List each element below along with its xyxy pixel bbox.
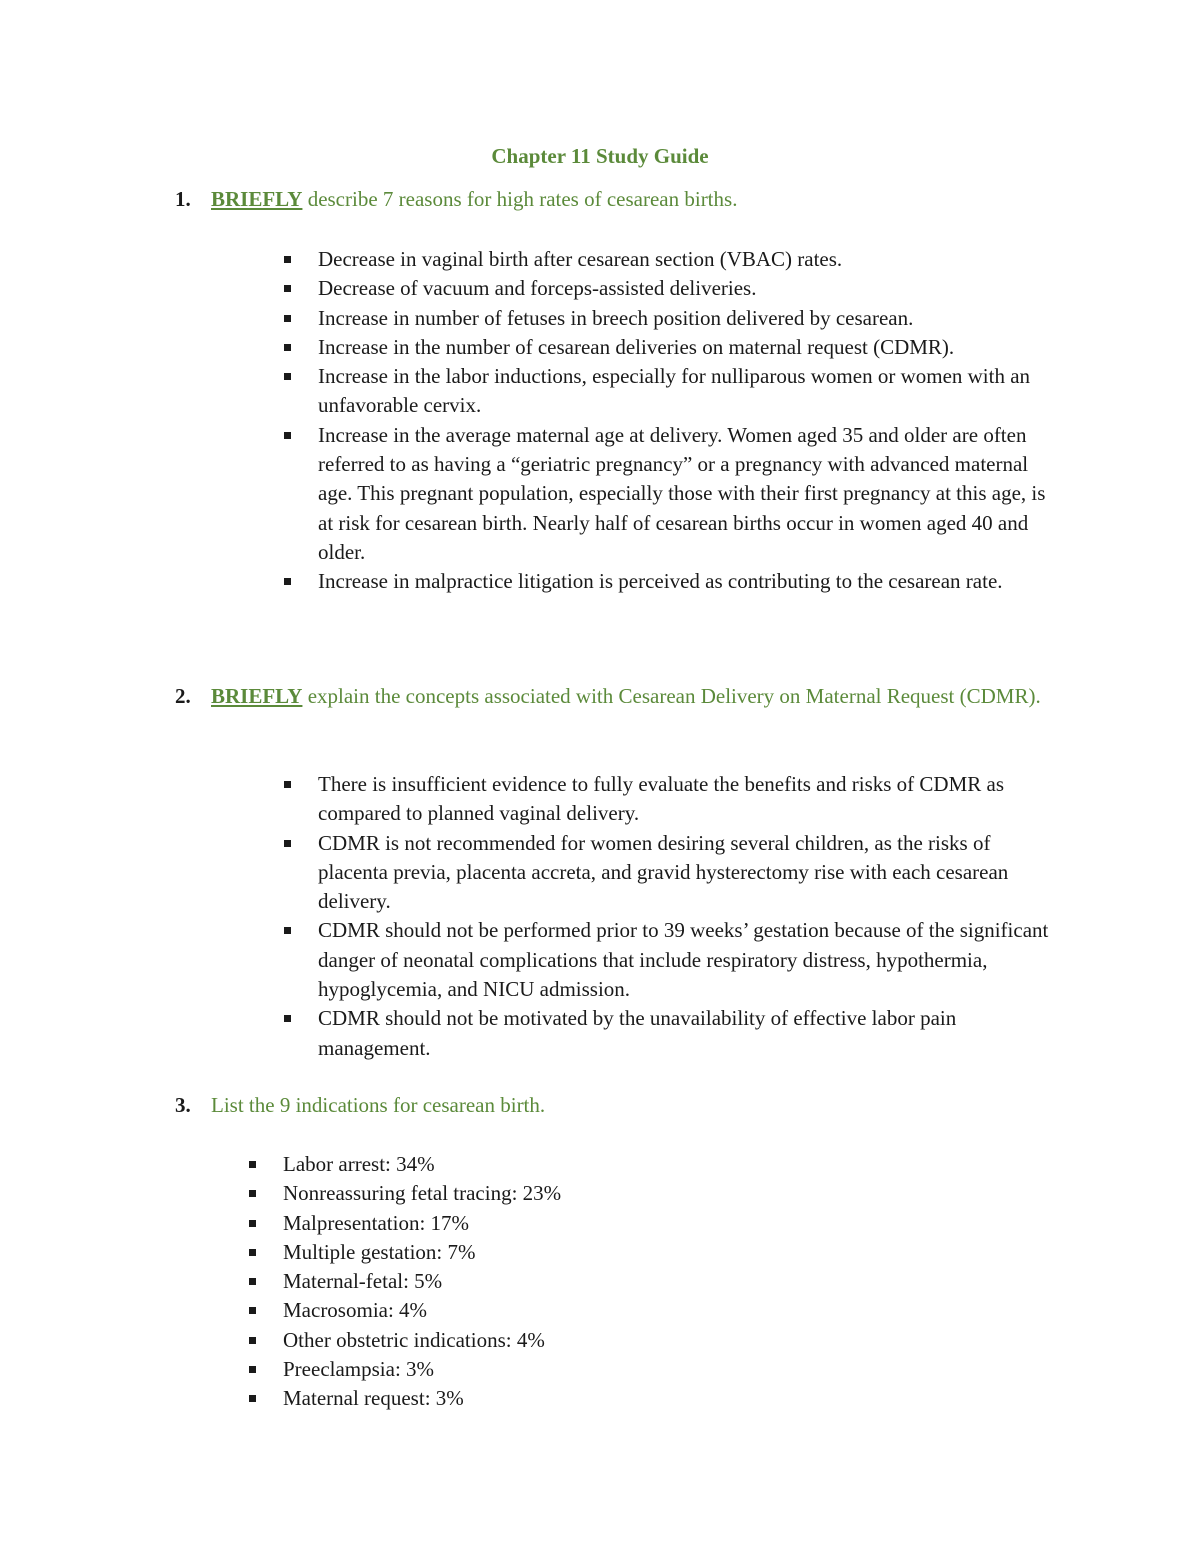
list-item: CDMR should not be performed prior to 39 weeks’ gestation because of the significant danger of neonatal complications that include respiratory distress, hypothermia, hypoglycemia, and NICU admission.	[284, 916, 1064, 1004]
question-text	[211, 682, 1075, 712]
answer-list-2	[284, 770, 1064, 1063]
question-prompt: describe 7 reasons for high rates of cesarean births.	[302, 187, 738, 211]
list-item: Maternal-fetal: 5%	[249, 1267, 949, 1296]
answer-list-3	[249, 1150, 949, 1414]
question-text	[211, 1091, 1075, 1121]
list-item: Increase in the labor inductions, especially for nulliparous women or women with an unfavorable cervix.	[284, 362, 1064, 421]
question-emphasis: BRIEFLY	[211, 684, 303, 708]
list-item: Increase in the average maternal age at delivery. Women aged 35 and older are often referred to as having a “geriatric pregnancy” or a pregnancy with advanced maternal age. This pregnant population, especially those with their first pregnancy at this age, is at risk for cesarean birth. Nearly half of cesarean births occur in women aged 40 and older.	[284, 421, 1064, 567]
question-number: 3.	[175, 1093, 191, 1117]
list-item: Macrosomia: 4%	[249, 1296, 949, 1325]
question-number: 2.	[175, 684, 191, 708]
list-item: Multiple gestation: 7%	[249, 1238, 949, 1267]
question-text	[211, 185, 1075, 215]
list-item: There is insufficient evidence to fully evaluate the benefits and risks of CDMR as compared to planned vaginal delivery.	[284, 770, 1064, 829]
list-item: Preeclampsia: 3%	[249, 1355, 949, 1384]
list-item: Increase in number of fetuses in breech position delivered by cesarean.	[284, 304, 1064, 333]
list-item: CDMR is not recommended for women desiring several children, as the risks of placenta previa, placenta accreta, and gravid hysterectomy rise with each cesarean delivery.	[284, 829, 1064, 917]
question-1	[175, 185, 1075, 215]
question-3	[175, 1091, 1075, 1121]
question-prompt: explain the concepts associated with Cesarean Delivery on Maternal Request (CDMR).	[302, 684, 1041, 708]
question-prompt: List the 9 indications for cesarean birth.	[211, 1093, 546, 1117]
question-emphasis: BRIEFLY	[211, 187, 303, 211]
list-item: Decrease in vaginal birth after cesarean section (VBAC) rates.	[284, 245, 1064, 274]
list-item: Increase in the number of cesarean deliveries on maternal request (CDMR).	[284, 333, 1064, 362]
answer-list-1	[284, 245, 1064, 597]
list-item: Malpresentation: 17%	[249, 1209, 949, 1238]
list-item: Maternal request: 3%	[249, 1384, 949, 1413]
list-item: Other obstetric indications: 4%	[249, 1326, 949, 1355]
list-item: CDMR should not be motivated by the unavailability of effective labor pain management.	[284, 1004, 1064, 1063]
document-title: Chapter 11 Study Guide	[491, 144, 709, 168]
list-item: Nonreassuring fetal tracing: 23%	[249, 1179, 949, 1208]
list-item: Increase in malpractice litigation is perceived as contributing to the cesarean rate.	[284, 567, 1064, 596]
list-item: Labor arrest: 34%	[249, 1150, 949, 1179]
question-2	[175, 682, 1075, 712]
list-item: Decrease of vacuum and forceps-assisted deliveries.	[284, 274, 1064, 303]
question-number: 1.	[175, 187, 191, 211]
